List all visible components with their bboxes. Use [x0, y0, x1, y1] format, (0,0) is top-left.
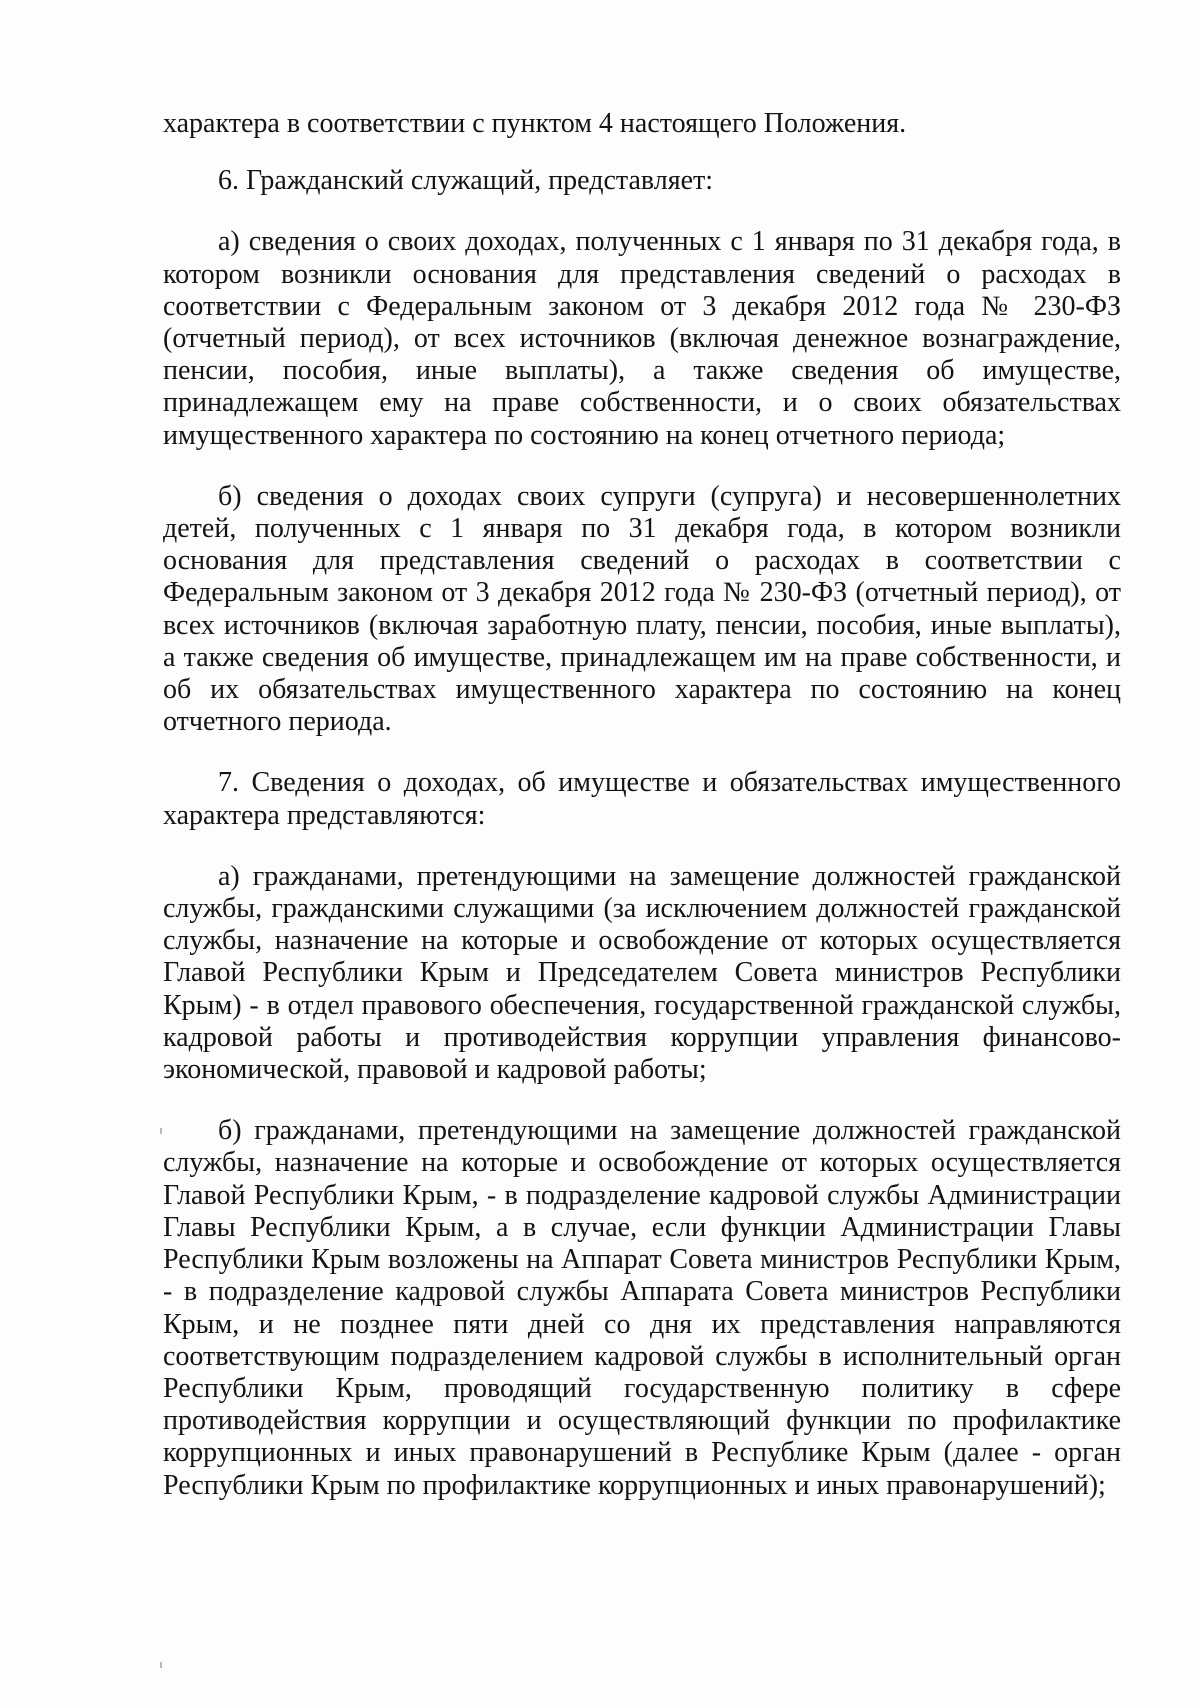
paragraph-clause-7b: б) гражданами, претендующими на замещение должностей гражданской службы, назначение на которые и освобождение от которых осуществляется Главой Республики Крым, - в подразделение кадровой службы Администрации Главы Республики Крым, а в случае, если функции Администрации Главы Республики Крым возложены на Аппарат Совета министров Республики Крым, - в подразделение кадровой службы Аппарата Совета министров Республики Крым, и не позднее пяти дней со дня их представления направляются соответствующим подразделением кадровой службы в исполнительный орган Республики Крым, проводящий государственную политику в сфере противодействия коррупции и осуществляющий функции по профилактике коррупционных и иных правонарушений в Республике Крым (далее - орган Республики Крым по профилактике коррупционных и иных правонарушений);: [163, 1115, 1121, 1501]
paragraph-clause-6: 6. Гражданский служащий, представляет:: [218, 165, 714, 197]
paragraph-clause-7a: а) гражданами, претендующими на замещение должностей гражданской службы, гражданскими служащими (за исключением должностей гражданской службы, назначение на которые и освобождение от которых осуществляется Главой Республики Крым и Председателем Совета министров Республики Крым) - в отдел правового обеспечения, государственной гражданской службы, кадровой работы и противодействия коррупции управления финансово-экономической, правовой и кадровой работы;: [163, 860, 1121, 1086]
paragraph-clause-6a: а) сведения о своих доходах, полученных с 1 января по 31 декабря года, в котором возникли основания для представления сведений о расходах в соответствии с Федеральным законом от 3 декабря 2012 года № 230-ФЗ (отчетный период), от всех источников (включая денежное вознаграждение, пенсии, пособия, иные выплаты), а также сведения об имуществе, принадлежащем ему на праве собственности, и о своих обязательствах имущественного характера по состоянию на конец отчетного периода;: [163, 226, 1121, 451]
paragraph-clause-7: 7. Сведения о доходах, об имуществе и обязательствах имущественного характера представляются:: [163, 767, 1121, 831]
scan-artifact-mark: [160, 1662, 162, 1668]
paragraph-clause-6b: б) сведения о доходах своих супруги (супруга) и несовершеннолетних детей, полученных с 1 января по 31 декабря года, в котором возникли основания для представления сведений о расходах в соответствии с Федеральным законом от 3 декабря 2012 года № 230-ФЗ (отчетный период), от всех источников (включая заработную плату, пенсии, пособия, иные выплаты), а также сведения об имуществе, принадлежащем им на праве собственности, и об их обязательствах имущественного характера по состоянию на конец отчетного периода.: [163, 480, 1121, 738]
paragraph-continuation: характера в соответствии с пунктом 4 настоящего Положения.: [163, 108, 907, 139]
scan-artifact-mark: [160, 1128, 162, 1134]
document-body: [163, 108, 1121, 1531]
